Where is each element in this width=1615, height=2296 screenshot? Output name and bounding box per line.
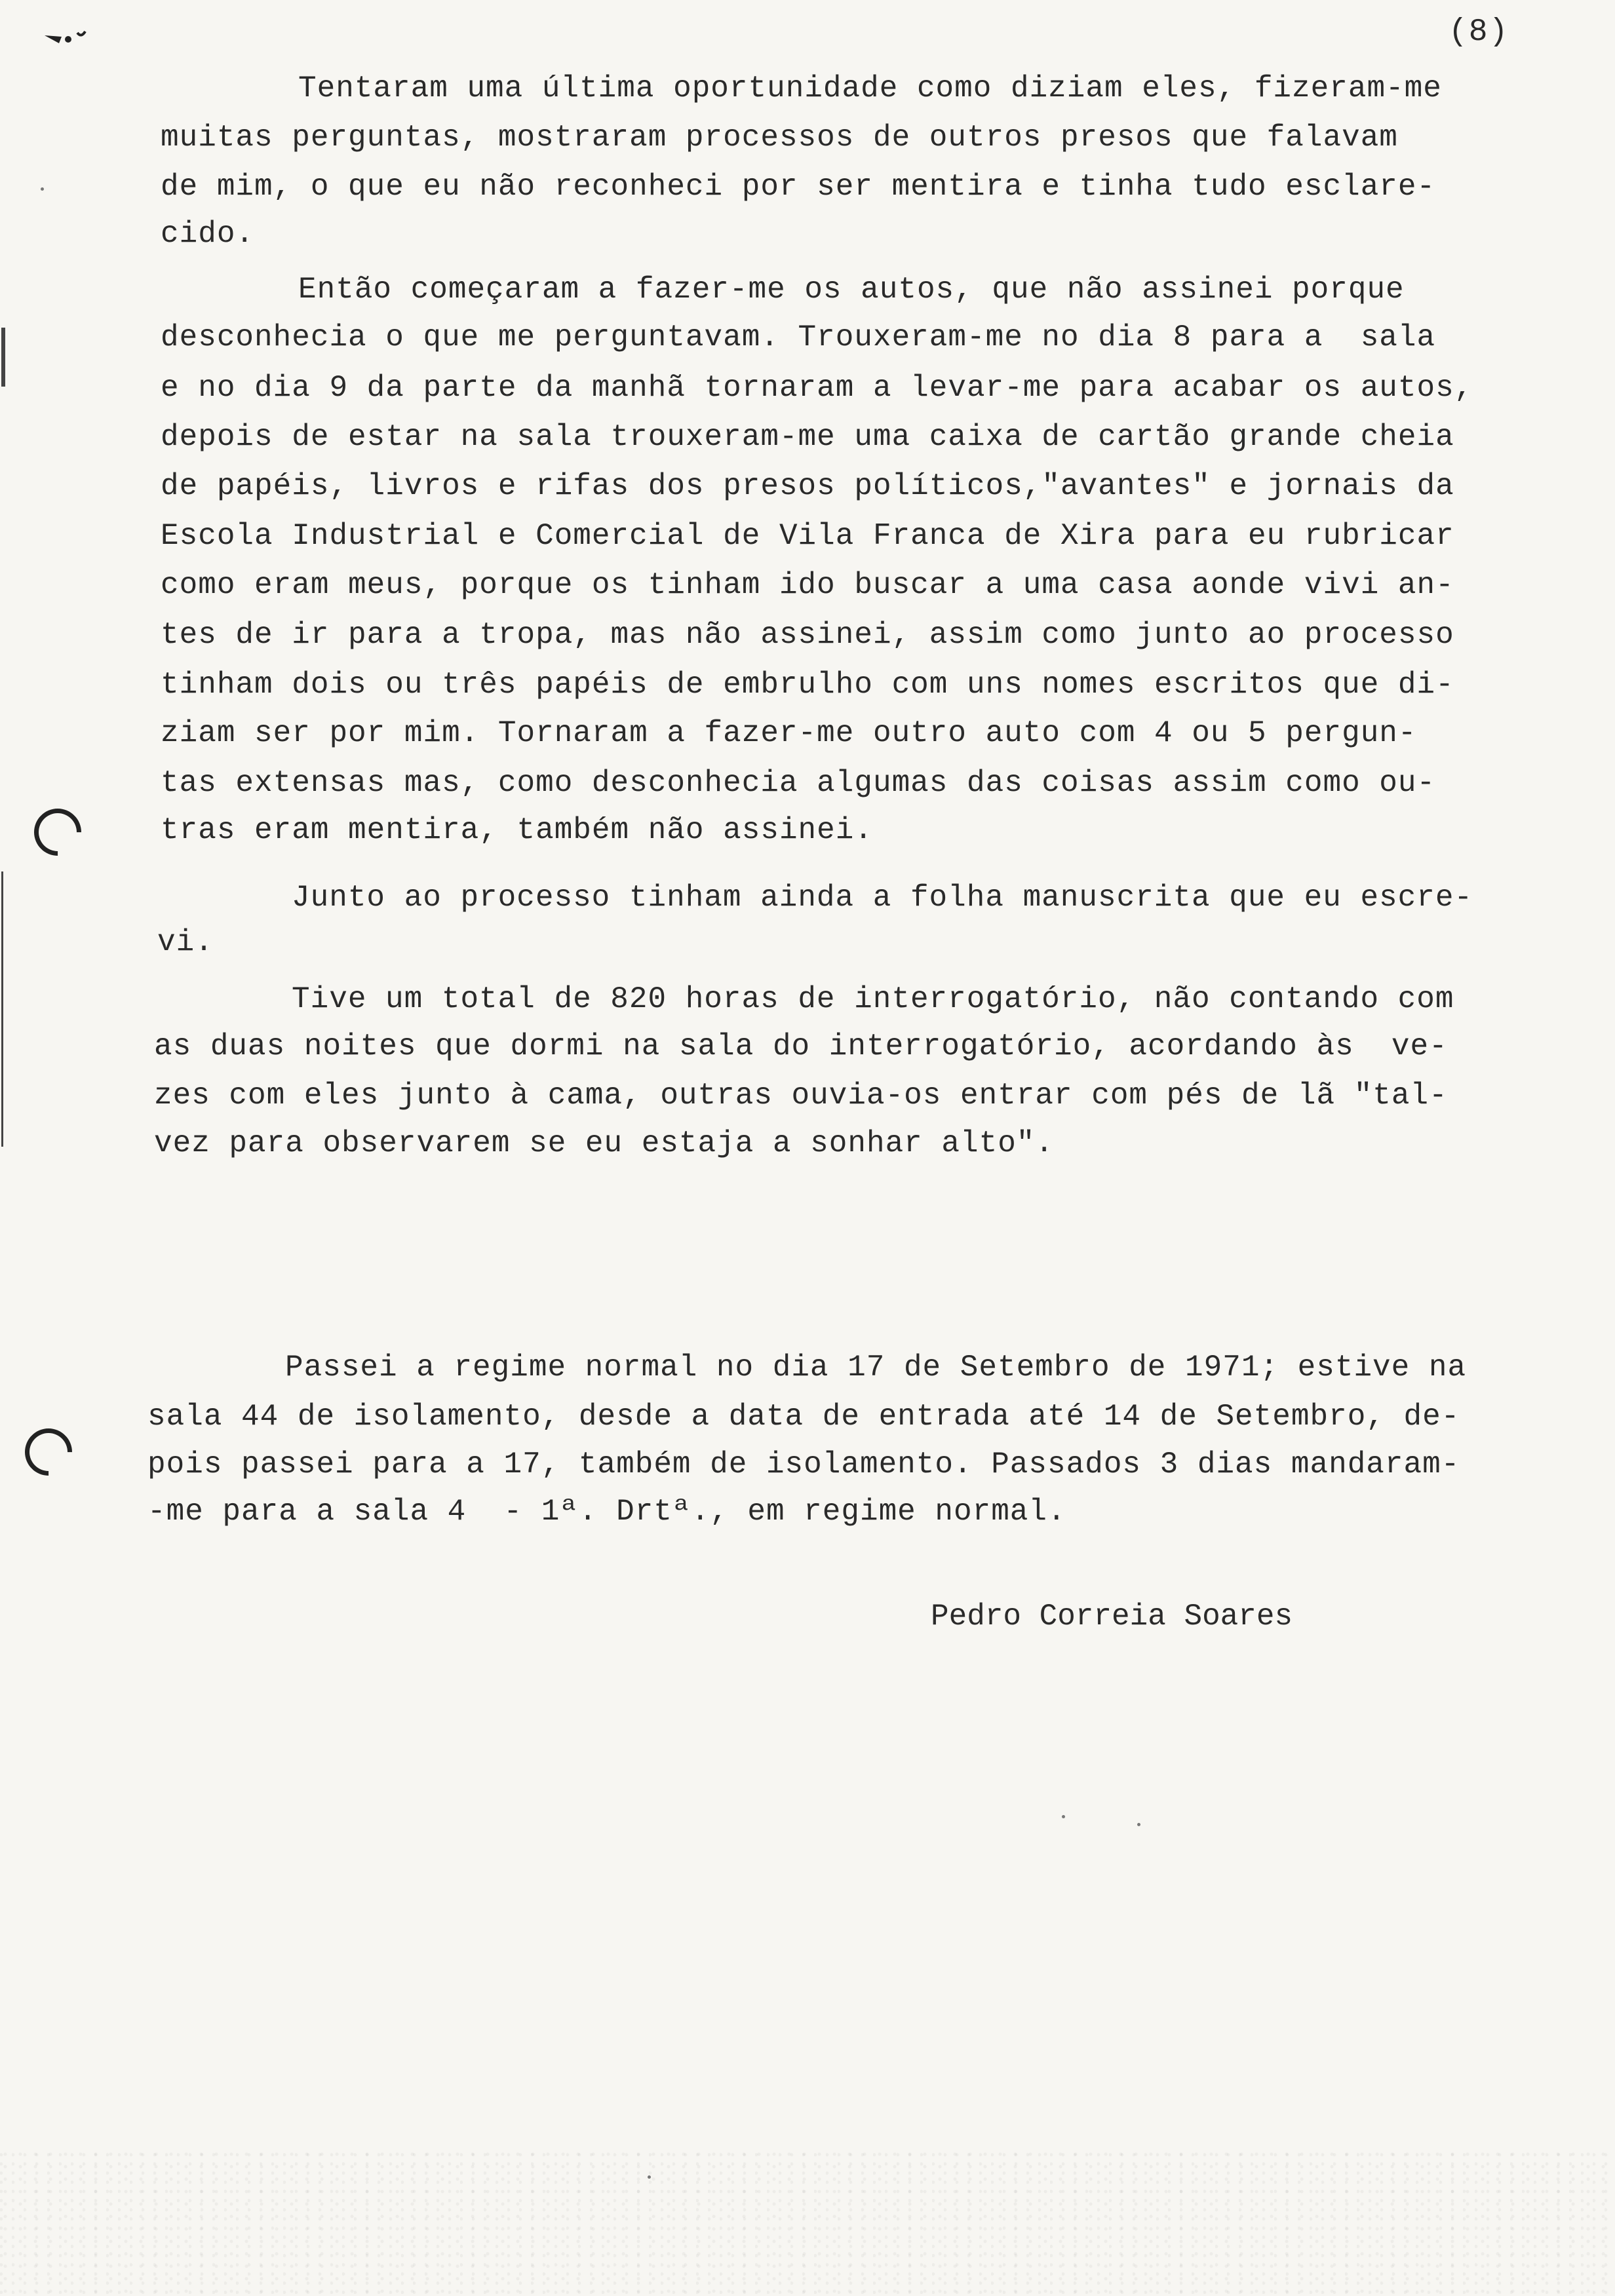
signature-name: Pedro Correia Soares bbox=[931, 1599, 1293, 1634]
punch-hole-top-icon bbox=[24, 799, 91, 866]
text-line: tes de ir para a tropa, mas não assinei, assim como junto ao processo bbox=[161, 618, 1454, 652]
text-line: depois de estar na sala trouxeram-me uma caixa de cartão grande cheia bbox=[161, 420, 1454, 454]
corner-ink-mark-icon bbox=[42, 28, 88, 50]
text-line: vez para observarem se eu estaja a sonhar alto". bbox=[154, 1126, 1055, 1160]
text-line: Tentaram uma última oportunidade como diziam eles, fizeram-me bbox=[298, 71, 1442, 105]
text-line: Passei a regime normal no dia 17 de Setembro de 1971; estive na bbox=[285, 1350, 1467, 1385]
text-line: -me para a sala 4 - 1ª. Drtª., em regime normal. bbox=[147, 1495, 1066, 1529]
text-line: Junto ao processo tinham ainda a folha manuscrita que eu escre- bbox=[292, 881, 1473, 915]
text-line: muitas perguntas, mostraram processos de outros presos que falavam bbox=[161, 121, 1398, 155]
text-line: Tive um total de 820 horas de interrogatório, não contando com bbox=[292, 982, 1454, 1016]
text-line: ziam ser por mim. Tornaram a fazer-me outro auto com 4 ou 5 pergun- bbox=[161, 716, 1417, 750]
text-line: de papéis, livros e rifas dos presos políticos,"avantes" e jornais da bbox=[161, 469, 1454, 503]
left-edge-mark bbox=[1, 871, 3, 1147]
text-line: as duas noites que dormi na sala do interrogatório, acordando às ve- bbox=[154, 1029, 1448, 1063]
text-line: zes com eles junto à cama, outras ouvia-os entrar com pés de lã "tal- bbox=[154, 1079, 1448, 1113]
scan-speck bbox=[1062, 1815, 1065, 1818]
page-number: (8) bbox=[1449, 14, 1509, 50]
scan-noise bbox=[0, 2149, 1615, 2296]
left-edge-mark bbox=[1, 328, 5, 387]
text-line: sala 44 de isolamento, desde a data de entrada até 14 de Setembro, de- bbox=[147, 1400, 1460, 1434]
scan-speck bbox=[1137, 1823, 1140, 1826]
text-line: desconhecia o que me perguntavam. Trouxeram-me no dia 8 para a sala bbox=[161, 320, 1436, 354]
scan-speck bbox=[41, 187, 44, 191]
text-line: e no dia 9 da parte da manhã tornaram a levar-me para acabar os autos, bbox=[161, 371, 1473, 405]
text-line: como eram meus, porque os tinham ido buscar a uma casa aonde vivi an- bbox=[161, 568, 1454, 602]
punch-hole-bottom-icon bbox=[15, 1419, 82, 1485]
text-line: tras eram mentira, também não assinei. bbox=[161, 813, 873, 847]
text-line: de mim, o que eu não reconheci por ser mentira e tinha tudo esclare- bbox=[161, 170, 1436, 204]
text-line: Então começaram a fazer-me os autos, que não assinei porque bbox=[298, 273, 1405, 307]
text-line: cido. bbox=[161, 217, 255, 251]
text-line: tas extensas mas, como desconhecia algumas das coisas assim como ou- bbox=[161, 766, 1436, 800]
text-line: vi. bbox=[157, 925, 214, 959]
text-line: tinham dois ou três papéis de embrulho com uns nomes escritos que di- bbox=[161, 668, 1454, 702]
text-line: pois passei para a 17, também de isolamento. Passados 3 dias mandaram- bbox=[147, 1447, 1460, 1482]
text-line: Escola Industrial e Comercial de Vila Franca de Xira para eu rubricar bbox=[161, 519, 1454, 553]
